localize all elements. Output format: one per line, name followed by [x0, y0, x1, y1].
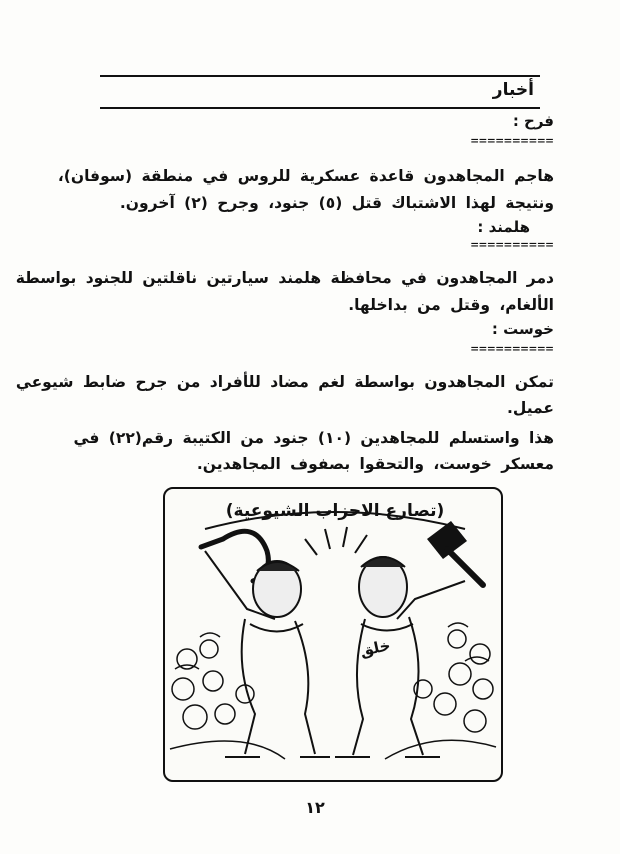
section-separator-1: ==========: [470, 134, 554, 149]
crowd-icon: [170, 623, 496, 759]
right-fighter: [335, 557, 465, 757]
section-2-line-1: دمر المجاهدون في محافظة هلمند سيارتين ناقلتين للجنود بواسطة: [15, 269, 554, 287]
top-rule: [100, 75, 540, 77]
page-number: ١٢: [305, 798, 325, 817]
section-1-line-2: ونتيجة لهذا الاشتباك قتل (٥) جنود، وجرح (٢) آخرون.: [119, 194, 554, 212]
section-3-line-3: هذا واستسلم للمجاهدين (١٠) جنود من الكتيبة رقم(٢٢) في: [73, 429, 554, 447]
section-2-line-2: الألغام، وقتل من بداخلها.: [348, 296, 554, 314]
cartoon-shirt-label: خلق: [358, 636, 393, 660]
political-cartoon: [163, 487, 503, 782]
section-separator-2: ==========: [470, 238, 554, 253]
page-title: أخبار: [492, 80, 534, 100]
hammer-icon: [427, 521, 483, 585]
cartoon-illustration: [165, 489, 501, 780]
section-separator-3: ==========: [470, 342, 554, 357]
impact-lines-icon: [305, 527, 367, 555]
section-heading-helmand: هلمند :: [477, 218, 530, 236]
section-3-line-1: تمكن المجاهدون بواسطة لغم مضاد للأفراد من جرح ضابط شيوعي: [15, 373, 554, 391]
section-heading-farah: فرح :: [512, 112, 554, 130]
cartoon-caption: (تصارع الاحزاب الشيوعية): [225, 501, 445, 521]
section-3-line-2: عميل.: [506, 399, 554, 417]
section-1-line-1: هاجم المجاهدون قاعدة عسكرية للروس في منطقة (سوفان)،: [57, 167, 554, 185]
left-fighter: [205, 551, 330, 757]
title-rule: [100, 107, 540, 109]
section-3-line-4: معسكر خوست، والتحقوا بصفوف المجاهدين.: [196, 455, 554, 473]
section-heading-khost: خوست :: [491, 320, 554, 338]
